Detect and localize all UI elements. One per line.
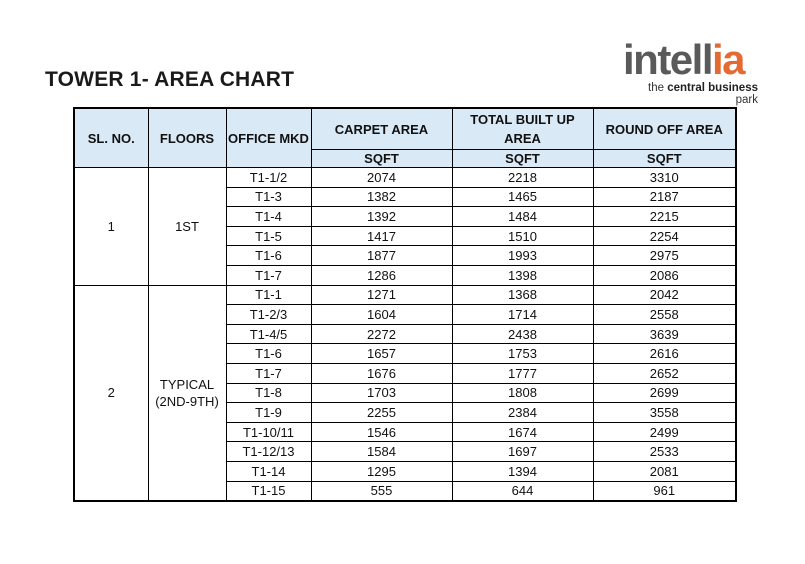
office-mkd-cell: T1-6 <box>226 344 311 364</box>
office-mkd-cell: T1-1 <box>226 285 311 305</box>
round-off-area-cell: 3639 <box>593 324 736 344</box>
logo-wordmark <box>623 36 763 83</box>
round-off-area-cell: 2975 <box>593 246 736 266</box>
carpet-area-cell: 1382 <box>311 187 452 207</box>
built-up-area-cell: 2218 <box>452 168 593 188</box>
built-up-area-cell: 1993 <box>452 246 593 266</box>
sl-no-cell: 1 <box>74 168 148 286</box>
office-mkd-cell: T1-7 <box>226 265 311 285</box>
built-up-area-cell: 2438 <box>452 324 593 344</box>
carpet-area-cell: 1604 <box>311 305 452 325</box>
office-mkd-cell: T1-4/5 <box>226 324 311 344</box>
built-up-area-cell: 1510 <box>452 226 593 246</box>
office-mkd-cell: T1-9 <box>226 403 311 423</box>
built-up-area-cell: 1484 <box>452 207 593 227</box>
round-off-area-cell: 2616 <box>593 344 736 364</box>
logo-tagline-part-a: the <box>648 82 668 94</box>
carpet-area-cell: 1295 <box>311 461 452 481</box>
round-off-area-cell: 2187 <box>593 187 736 207</box>
carpet-area-cell: 555 <box>311 481 452 501</box>
office-mkd-cell: T1-10/11 <box>226 422 311 442</box>
header-office-mkd: OFFICE MKD <box>226 108 311 168</box>
built-up-area-cell: 2384 <box>452 403 593 423</box>
logo-tagline-part-b: central business <box>667 82 758 94</box>
built-up-area-cell: 1398 <box>452 265 593 285</box>
office-mkd-cell: T1-14 <box>226 461 311 481</box>
logo-tagline-part-c: park <box>735 94 758 106</box>
intellia-logo <box>623 36 763 106</box>
table-row <box>74 168 736 188</box>
header-round-off-area: ROUND OFF AREA <box>593 108 736 150</box>
office-mkd-cell: T1-6 <box>226 246 311 266</box>
logo-tagline <box>623 82 763 106</box>
carpet-area-cell: 1703 <box>311 383 452 403</box>
header-carpet-area: CARPET AREA <box>311 108 452 150</box>
table-row <box>74 285 736 305</box>
round-off-area-cell: 2652 <box>593 363 736 383</box>
round-off-area-cell: 961 <box>593 481 736 501</box>
office-mkd-cell: T1-7 <box>226 363 311 383</box>
office-mkd-cell: T1-2/3 <box>226 305 311 325</box>
round-off-area-cell: 2533 <box>593 442 736 462</box>
office-mkd-cell: T1-5 <box>226 226 311 246</box>
office-mkd-cell: T1-12/13 <box>226 442 311 462</box>
floor-cell: TYPICAL (2ND-9TH) <box>148 285 226 501</box>
round-off-area-cell: 3310 <box>593 168 736 188</box>
header-sl-no: SL. NO. <box>74 108 148 168</box>
header-floors: FLOORS <box>148 108 226 168</box>
sl-no-cell: 2 <box>74 285 148 501</box>
built-up-area-cell: 1714 <box>452 305 593 325</box>
built-up-area-cell: 1808 <box>452 383 593 403</box>
carpet-area-cell: 1417 <box>311 226 452 246</box>
built-up-area-cell: 1777 <box>452 363 593 383</box>
carpet-area-cell: 2272 <box>311 324 452 344</box>
logo-word-part-b: ia <box>712 36 745 83</box>
round-off-area-cell: 2558 <box>593 305 736 325</box>
built-up-area-cell: 1753 <box>452 344 593 364</box>
area-chart-table <box>73 107 737 502</box>
round-off-area-cell: 2215 <box>593 207 736 227</box>
header-total-built-up-area: TOTAL BUILT UP AREA <box>452 108 593 150</box>
round-off-area-cell: 2254 <box>593 226 736 246</box>
built-up-area-cell: 1368 <box>452 285 593 305</box>
carpet-area-cell: 1877 <box>311 246 452 266</box>
built-up-area-cell: 1465 <box>452 187 593 207</box>
office-mkd-cell: T1-3 <box>226 187 311 207</box>
page-title: TOWER 1- AREA CHART <box>45 68 295 91</box>
carpet-area-cell: 2074 <box>311 168 452 188</box>
header-unit-built-up: SQFT <box>452 150 593 168</box>
header-unit-round-off: SQFT <box>593 150 736 168</box>
office-mkd-cell: T1-4 <box>226 207 311 227</box>
logo-word-part-a: intell <box>623 36 713 83</box>
carpet-area-cell: 1657 <box>311 344 452 364</box>
office-mkd-cell: T1-8 <box>226 383 311 403</box>
carpet-area-cell: 1676 <box>311 363 452 383</box>
carpet-area-cell: 1271 <box>311 285 452 305</box>
built-up-area-cell: 1697 <box>452 442 593 462</box>
round-off-area-cell: 3558 <box>593 403 736 423</box>
carpet-area-cell: 1392 <box>311 207 452 227</box>
round-off-area-cell: 2042 <box>593 285 736 305</box>
floor-cell: 1ST <box>148 168 226 286</box>
round-off-area-cell: 2499 <box>593 422 736 442</box>
office-mkd-cell: T1-15 <box>226 481 311 501</box>
carpet-area-cell: 1584 <box>311 442 452 462</box>
carpet-area-cell: 1286 <box>311 265 452 285</box>
header-unit-carpet: SQFT <box>311 150 452 168</box>
round-off-area-cell: 2699 <box>593 383 736 403</box>
built-up-area-cell: 1674 <box>452 422 593 442</box>
round-off-area-cell: 2081 <box>593 461 736 481</box>
round-off-area-cell: 2086 <box>593 265 736 285</box>
carpet-area-cell: 2255 <box>311 403 452 423</box>
office-mkd-cell: T1-1/2 <box>226 168 311 188</box>
table-body <box>74 168 736 502</box>
built-up-area-cell: 1394 <box>452 461 593 481</box>
built-up-area-cell: 644 <box>452 481 593 501</box>
carpet-area-cell: 1546 <box>311 422 452 442</box>
